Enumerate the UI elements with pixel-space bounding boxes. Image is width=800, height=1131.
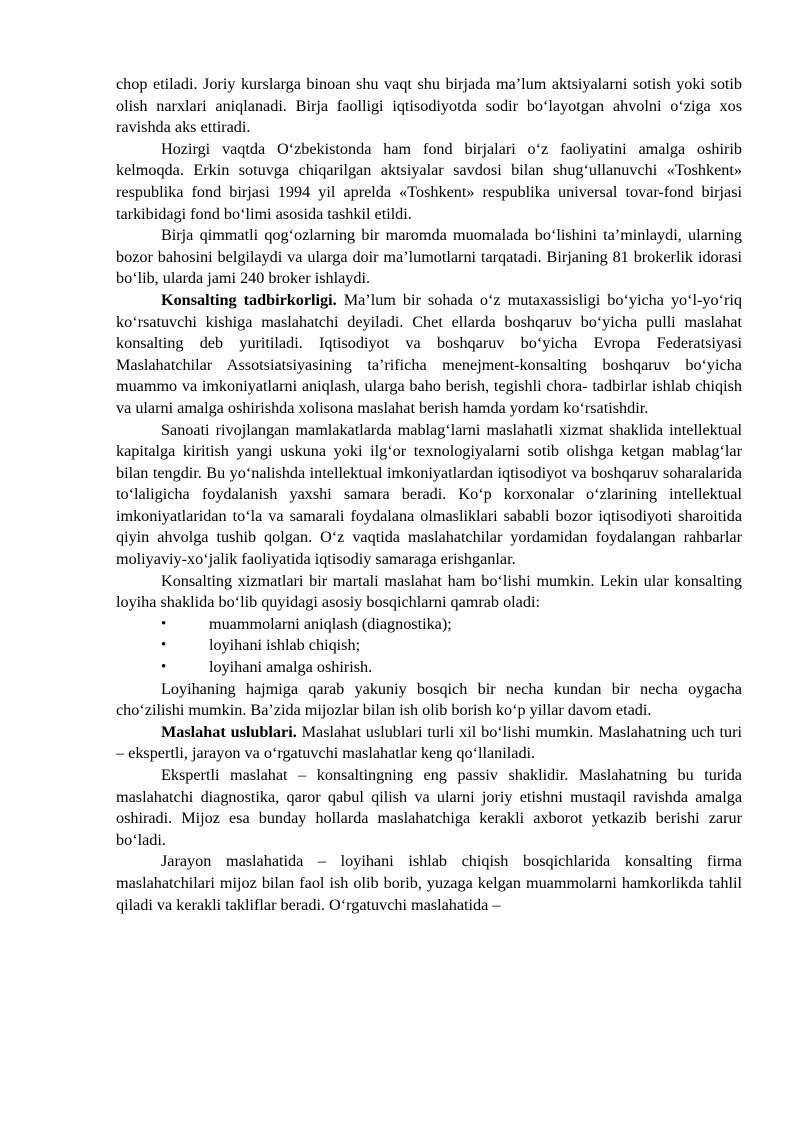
consulting-stages-list	[116, 614, 742, 679]
paragraph-uzbekistan-exchanges: Hozirgi vaqtda O‘zbekistonda ham fond birjalari o‘z faoliyatini amalga oshirib kelmoqda. Erkin sotuvga chiqarilgan aktsiyalar savdosi bilan shug‘ullanuvchi «Toshkent» respublika fond birjasi 1994 yil aprelda «Toshkent» respublika universal tovar-fond birjasi tarkibidagi fond bo‘limi asosida tashkil etildi.	[116, 139, 742, 223]
paragraph-expert-consulting: Ekspertli maslahat – konsaltingning eng passiv shaklidir. Maslahatning bu turida maslahatchi diagnostika, qaror qabul qilish va ularni joriy etishni mustaqil ravishda amalga oshiradi. Mijoz esa bunday hollarda maslahatchiga kerakli axborot yetkazib berishi zarur bo‘ladi.	[116, 766, 742, 849]
bullet-icon: •	[161, 637, 167, 654]
paragraph-intellectual-capital: Sanoati rivojlangan mamlakatlarda mablag‘larni maslahatli xizmat shaklida intellektual kapitalga kiritish yangi uskuna yoki ilg‘or texnologiyalarni sotib olishga ketgan mablag‘lar bilan tengdir. Bu yo‘nalishda intellektual imkoniyatlardan iqtisodiyot va boshqaruv soharalarida to‘laligicha foydalanish yaxshi samara beradi. Ko‘p korxonalar o‘zlarining intellektual imkoniyatlaridan to‘la va samarali foydalana olmasliklari sababli bozor iqtisodiyoti sharoitida qiyin ahvolga tushib qolgan. O‘z vaqtida maslahatchilar yordamidan foydalangan rahbarlar moliyaviy-xo‘jalik faoliyatida iqtisodiy samaraga erishganlar.	[116, 420, 742, 569]
paragraph-consulting-entrepreneurship	[116, 290, 742, 420]
heading-consulting-entrepreneurship: Konsalting tadbirkorligi.	[161, 290, 337, 309]
list-item-text: loyihani amalga oshirish.	[209, 658, 373, 677]
bullet-icon: •	[161, 659, 167, 676]
list-item-text: muammolarni aniqlash (diagnostika);	[209, 614, 452, 633]
paragraph-stock-exchange-activity: chop etiladi. Joriy kurslarga binoan shu vaqt shu birjada ma’lum aktsiyalarni sotish yoki sotib olish narxlari aniqlanadi. Birja faolligi iqtisodiyotda sodir bo‘layotgan ahvolni o‘ziga xos ravishda aks ettiradi.	[116, 75, 742, 137]
paragraph-exchange-role: Birja qimmatli qog‘ozlarning bir maromda muomalada bo‘lishini ta’minlaydi, ularning bozor bahosini belgilaydi va ularga doir ma’lumotlarni tarqatadi. Birjaning 81 brokerlik idorasi bo‘lib, ularda jami 240 broker ishlaydi.	[116, 226, 742, 288]
paragraph-consulting-body: Ma’lum bir sohada o‘z mutaxassisligi bo‘yicha yo‘l-yo‘riq ko‘rsatuvchi kishiga maslahatchi deyiladi. Chet ellarda boshqaruv bo‘yicha pulli maslahat konsalting deb yuritiladi. Iqtisodiyot va boshqaruv bo‘yicha Evropa Federatsiyasi Maslahatchilar Assotsiatsiyasining ta’rificha menejment-konsalting boshqaruv bo‘yicha muammo va imkoniyatlarni aniqlash, ularga baho berish, tegishli chora- tadbirlar ishlab chiqish va ularni amalga oshirishda xolisona maslahat berish hamda yordam ko‘rsatishdir.	[116, 290, 742, 417]
heading-consulting-methods: Maslahat uslublari.	[161, 722, 297, 741]
paragraph-process-consulting: Jarayon maslahatida – loyihani ishlab chiqish bosqichlarida konsalting firma maslahatchilari mijoz bilan faol ish olib borib, yuzaga kelgan muammolarni hamkorlikda tahlil qiladi va kerakli takliflar beradi. O‘rgatuvchi maslahatida –	[116, 852, 742, 914]
list-item-text: loyihani ishlab chiqish;	[209, 636, 361, 655]
list-item	[116, 635, 742, 657]
paragraph-methods-body: Maslahat uslublari turli xil bo‘lishi mumkin. Maslahatning uch turi – ekspertli, jarayon va o‘rgatuvchi maslahatlar keng qo‘llaniladi.	[116, 722, 742, 763]
paragraph-consulting-services: Konsalting xizmatlari bir martali maslahat ham bo‘lishi mumkin. Lekin ular konsalting loyiha shaklida bo‘lib quyidagi asosiy bosqichlarni qamrab oladi:	[116, 571, 742, 612]
bullet-icon: •	[161, 615, 167, 632]
paragraph-consulting-methods	[116, 722, 742, 765]
document-page	[116, 74, 742, 916]
paragraph-project-duration: Loyihaning hajmiga qarab yakuniy bosqich bir necha kundan bir necha oygacha cho‘zilishi mumkin. Ba’zida mijozlar bilan ish olib borish ko‘p yillar davom etadi.	[116, 679, 742, 720]
list-item	[116, 614, 742, 636]
list-item	[116, 657, 742, 679]
